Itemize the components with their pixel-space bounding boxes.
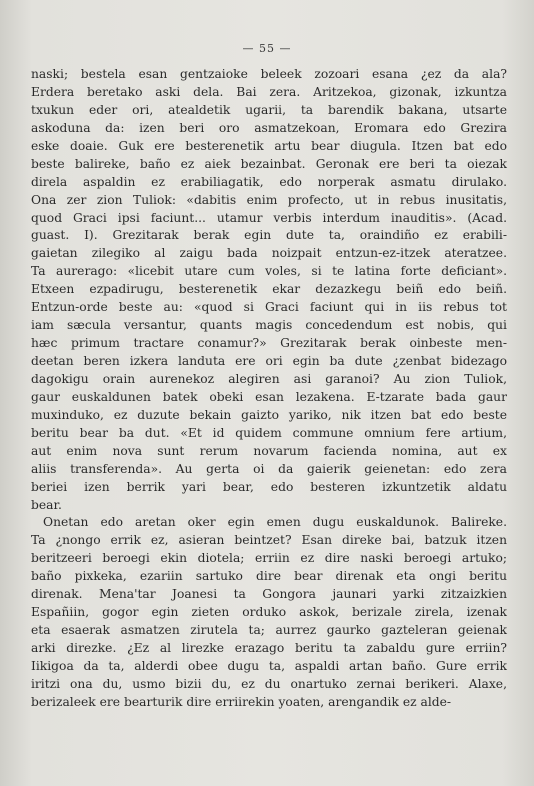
text-line: Ona zer zion Tuliok: «dabitis enim profecto, ut in rebus inusitatis, <box>31 192 507 207</box>
text-line: eta esaerak asmatzen zirutela ta; aurrez gaurko gazteleran geienak <box>31 623 507 638</box>
text-line: guast. I). Grezitarak berak egin dute ta, oraindiño ez erabili- <box>31 228 507 243</box>
text-line: gaur euskaldunen batek obeki esan lezakena. E-tzarate bada gaur <box>31 389 507 404</box>
text-line: Onetan edo aretan oker egin emen dugu euskaldunok. Balireke. <box>43 515 507 530</box>
text-line: direla aspaldin ez erabiliagatik, edo norperak asmatu dirulako. <box>31 174 507 189</box>
paragraph <box>31 514 507 711</box>
text-line: Ta ¿nongo errik ez, asieran beintzet? Esan direke bai, batzuk itzen <box>31 533 507 548</box>
text-line: berizaleek ere bearturik dire erriirekin yoaten, arengandik ez alde- <box>31 694 452 709</box>
text-line: gaietan zilegiko al zaigu bada noizpait entzun-ez-itzek ateratzee. <box>31 246 507 261</box>
text-line: beritzeeri beroegi ekin diotela; erriin ez dire naski beroegi artuko; <box>31 551 507 566</box>
text-line: Españiin, gogor egin zieten orduko askok, berizale zirela, izenak <box>31 605 507 620</box>
text-line: Erdera beretako aski dela. Bai zera. Aritzekoa, gizonak, izkuntza <box>31 84 507 99</box>
text-line: txukun eder ori, atealdetik ugarii, ta barendik bakana, utsarte <box>31 102 507 117</box>
text-line: muxinduko, ez duzute bekain gaizto yariko, nik itzen bat edo beste <box>31 407 507 422</box>
text-line: Etxeen ezpadirugu, besterenetik ekar dezazkegu beiñ edo beiñ. <box>31 282 507 297</box>
text-line: Ta aurerago: «licebit utare cum voles, si te latina forte deficiant». <box>31 264 507 279</box>
text-line: quod Graci ipsi faciunt... utamur verbis interdum inauditis». (Acad. <box>31 210 507 225</box>
text-line: beriei izen berrik yari bear, edo besteren izkuntzetik aldatu <box>31 479 507 494</box>
text-line: eske doaie. Guk ere besterenetik artu bear diugula. Itzen bat edo <box>31 138 507 153</box>
text-line: askoduna da: izen beri oro asmatzekoan, Eromara edo Grezira <box>31 120 507 135</box>
text-line: deetan beren izkera landuta ere ori egin ba dute ¿zenbat bidezago <box>31 354 507 368</box>
page-text <box>31 66 507 712</box>
text-line: beritu bear ba dut. «Et id quidem commune omnium fere artium, <box>31 425 507 440</box>
text-line: aliis transferenda». Au gerta oi da gaierik geienetan: edo zera <box>31 461 507 476</box>
text-line: arki direzke. ¿Ez al lirezke erazago beritu ta zabaldu gure erriin? <box>31 641 507 655</box>
text-line: Iikigoa da ta, alderdi obee dugu ta, aspaldi artan baño. Gure errik <box>31 658 507 673</box>
text-line: Entzun-orde beste au: «quod si Graci faciunt qui in iis rebus tot <box>31 300 507 315</box>
text-line: aut enim nova sunt rerum novarum facienda nomina, aut ex <box>31 443 507 458</box>
text-line: dagokigu orain aurenekoz alegiren asi garanoi? Au zion Tuliok, <box>31 371 507 386</box>
text-line: hæc primum tractare conamur?» Grezitarak berak oinbeste men- <box>31 336 507 351</box>
text-line: iritzi ona du, usmo bizii du, ez du onartuko zernai berikeri. Alaxe, <box>31 676 507 691</box>
text-line: beste balireke, baño ez aiek bezainbat. Geronak ere beri ta oiezak <box>31 156 507 171</box>
text-line: bear. <box>31 497 62 512</box>
paragraph <box>31 66 507 514</box>
text-line: baño pixkeka, ezariin sartuko dire bear direnak eta ongi beritu <box>31 569 507 584</box>
page-number: — 55 — <box>242 42 292 55</box>
text-line: iam sæcula versantur, quants magis concedendum est nobis, qui <box>31 318 507 333</box>
text-line: naski; bestela esan gentzaioke beleek zozoari esana ¿ez da ala? <box>31 67 507 81</box>
text-line: direnak. Mena'tar Joanesi ta Gongora jaunari yarki zitzaizkien <box>31 587 507 602</box>
